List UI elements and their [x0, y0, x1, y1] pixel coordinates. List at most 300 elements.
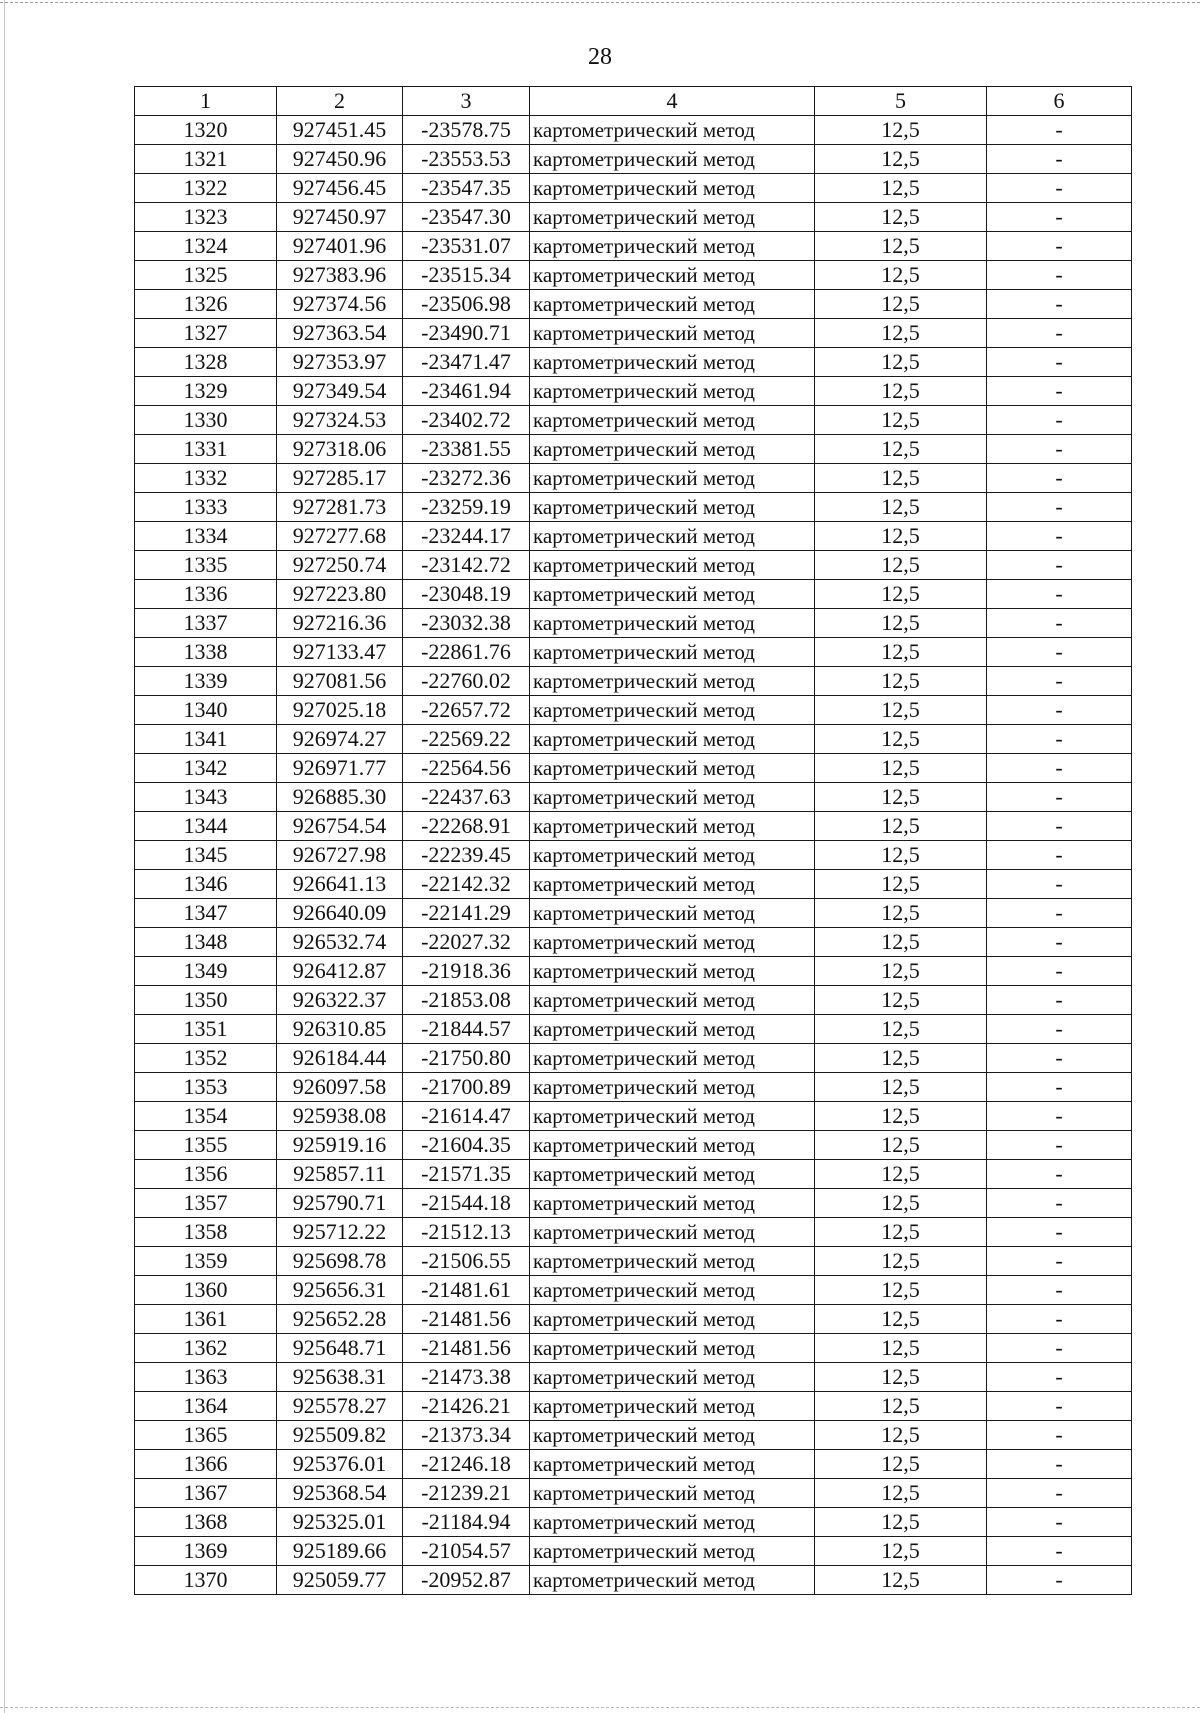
cell-note: -: [987, 1218, 1132, 1247]
cell-coord-y: -23547.35: [403, 174, 530, 203]
table-row: [135, 580, 1132, 609]
cell-note: -: [987, 580, 1132, 609]
cell-coord-x: 925857.11: [277, 1160, 403, 1189]
cell-coord-y: -22861.76: [403, 638, 530, 667]
cell-accuracy: 12,5: [815, 290, 987, 319]
table-row: [135, 1160, 1132, 1189]
cell-method: картометрический метод: [530, 754, 815, 783]
cell-coord-y: -21481.56: [403, 1334, 530, 1363]
table-row: [135, 1073, 1132, 1102]
scan-edge-bottom: [0, 1707, 1200, 1708]
header-row: [135, 87, 1132, 116]
cell-accuracy: 12,5: [815, 812, 987, 841]
cell-note: -: [987, 1305, 1132, 1334]
cell-coord-y: -22657.72: [403, 696, 530, 725]
cell-point-number: 1341: [135, 725, 277, 754]
cell-coord-x: 927133.47: [277, 638, 403, 667]
cell-note: -: [987, 754, 1132, 783]
cell-point-number: 1344: [135, 812, 277, 841]
cell-accuracy: 12,5: [815, 377, 987, 406]
cell-accuracy: 12,5: [815, 319, 987, 348]
header-col-4: 4: [530, 87, 815, 116]
cell-accuracy: 12,5: [815, 696, 987, 725]
cell-point-number: 1342: [135, 754, 277, 783]
cell-method: картометрический метод: [530, 580, 815, 609]
cell-accuracy: 12,5: [815, 1189, 987, 1218]
table-row: [135, 1421, 1132, 1450]
cell-point-number: 1365: [135, 1421, 277, 1450]
cell-method: картометрический метод: [530, 493, 815, 522]
cell-coord-y: -21700.89: [403, 1073, 530, 1102]
cell-note: -: [987, 406, 1132, 435]
cell-coord-y: -21571.35: [403, 1160, 530, 1189]
cell-method: картометрический метод: [530, 116, 815, 145]
table-row: [135, 1566, 1132, 1595]
cell-coord-y: -21373.34: [403, 1421, 530, 1450]
table-row: [135, 261, 1132, 290]
cell-coord-y: -21506.55: [403, 1247, 530, 1276]
cell-coord-x: 925368.54: [277, 1479, 403, 1508]
cell-accuracy: 12,5: [815, 145, 987, 174]
table-row: [135, 783, 1132, 812]
cell-coord-x: 927324.53: [277, 406, 403, 435]
cell-point-number: 1351: [135, 1015, 277, 1044]
cell-note: -: [987, 1276, 1132, 1305]
cell-accuracy: 12,5: [815, 232, 987, 261]
cell-accuracy: 12,5: [815, 1305, 987, 1334]
cell-coord-y: -23402.72: [403, 406, 530, 435]
cell-point-number: 1340: [135, 696, 277, 725]
cell-accuracy: 12,5: [815, 986, 987, 1015]
cell-coord-y: -21512.13: [403, 1218, 530, 1247]
cell-point-number: 1327: [135, 319, 277, 348]
cell-method: картометрический метод: [530, 377, 815, 406]
cell-note: -: [987, 870, 1132, 899]
cell-coord-y: -21481.56: [403, 1305, 530, 1334]
cell-coord-x: 926971.77: [277, 754, 403, 783]
cell-method: картометрический метод: [530, 1566, 815, 1595]
table-row: [135, 725, 1132, 754]
cell-method: картометрический метод: [530, 1044, 815, 1073]
cell-note: -: [987, 841, 1132, 870]
cell-note: -: [987, 1508, 1132, 1537]
cell-coord-y: -21614.47: [403, 1102, 530, 1131]
cell-method: картометрический метод: [530, 145, 815, 174]
cell-method: картометрический метод: [530, 1363, 815, 1392]
cell-coord-y: -23547.30: [403, 203, 530, 232]
table-row: [135, 1392, 1132, 1421]
cell-note: -: [987, 1189, 1132, 1218]
cell-coord-x: 927451.45: [277, 116, 403, 145]
cell-method: картометрический метод: [530, 638, 815, 667]
cell-coord-x: 926974.27: [277, 725, 403, 754]
table-row: [135, 348, 1132, 377]
cell-point-number: 1336: [135, 580, 277, 609]
cell-note: -: [987, 1044, 1132, 1073]
cell-method: картометрический метод: [530, 1334, 815, 1363]
cell-coord-x: 927363.54: [277, 319, 403, 348]
cell-note: -: [987, 1073, 1132, 1102]
cell-accuracy: 12,5: [815, 841, 987, 870]
cell-coord-y: -23244.17: [403, 522, 530, 551]
cell-accuracy: 12,5: [815, 1160, 987, 1189]
cell-method: картометрический метод: [530, 841, 815, 870]
cell-accuracy: 12,5: [815, 261, 987, 290]
cell-note: -: [987, 783, 1132, 812]
table-row: [135, 986, 1132, 1015]
table-row: [135, 609, 1132, 638]
cell-coord-x: 925652.28: [277, 1305, 403, 1334]
cell-method: картометрический метод: [530, 290, 815, 319]
cell-accuracy: 12,5: [815, 725, 987, 754]
cell-accuracy: 12,5: [815, 870, 987, 899]
cell-coord-x: 927374.56: [277, 290, 403, 319]
cell-accuracy: 12,5: [815, 435, 987, 464]
cell-point-number: 1343: [135, 783, 277, 812]
cell-method: картометрический метод: [530, 870, 815, 899]
cell-accuracy: 12,5: [815, 957, 987, 986]
table-row: [135, 1276, 1132, 1305]
cell-coord-x: 925509.82: [277, 1421, 403, 1450]
cell-accuracy: 12,5: [815, 1131, 987, 1160]
cell-point-number: 1353: [135, 1073, 277, 1102]
cell-note: -: [987, 203, 1132, 232]
cell-coord-x: 926310.85: [277, 1015, 403, 1044]
cell-accuracy: 12,5: [815, 348, 987, 377]
cell-coord-y: -22027.32: [403, 928, 530, 957]
cell-method: картометрический метод: [530, 406, 815, 435]
cell-accuracy: 12,5: [815, 928, 987, 957]
table-row: [135, 1537, 1132, 1566]
cell-method: картометрический метод: [530, 522, 815, 551]
cell-coord-y: -22564.56: [403, 754, 530, 783]
cell-note: -: [987, 1334, 1132, 1363]
table-row: [135, 1479, 1132, 1508]
cell-method: картометрический метод: [530, 232, 815, 261]
cell-coord-x: 927081.56: [277, 667, 403, 696]
cell-accuracy: 12,5: [815, 551, 987, 580]
header-col-5: 5: [815, 87, 987, 116]
cell-coord-x: 926532.74: [277, 928, 403, 957]
cell-method: картометрический метод: [530, 1160, 815, 1189]
table-row: [135, 928, 1132, 957]
cell-accuracy: 12,5: [815, 1015, 987, 1044]
cell-method: картометрический метод: [530, 725, 815, 754]
cell-note: -: [987, 812, 1132, 841]
cell-point-number: 1337: [135, 609, 277, 638]
cell-coord-y: -23381.55: [403, 435, 530, 464]
cell-method: картометрический метод: [530, 667, 815, 696]
cell-accuracy: 12,5: [815, 1421, 987, 1450]
cell-accuracy: 12,5: [815, 1363, 987, 1392]
cell-method: картометрический метод: [530, 261, 815, 290]
cell-note: -: [987, 551, 1132, 580]
table-row: [135, 174, 1132, 203]
cell-point-number: 1348: [135, 928, 277, 957]
cell-coord-x: 925189.66: [277, 1537, 403, 1566]
cell-coord-y: -21239.21: [403, 1479, 530, 1508]
cell-accuracy: 12,5: [815, 464, 987, 493]
cell-point-number: 1364: [135, 1392, 277, 1421]
cell-method: картометрический метод: [530, 986, 815, 1015]
cell-note: -: [987, 1131, 1132, 1160]
cell-note: -: [987, 1015, 1132, 1044]
table-row: [135, 232, 1132, 261]
cell-note: -: [987, 696, 1132, 725]
cell-point-number: 1334: [135, 522, 277, 551]
cell-accuracy: 12,5: [815, 638, 987, 667]
cell-coord-y: -21184.94: [403, 1508, 530, 1537]
page-number: 28: [588, 44, 612, 70]
cell-point-number: 1352: [135, 1044, 277, 1073]
cell-coord-x: 925698.78: [277, 1247, 403, 1276]
cell-point-number: 1322: [135, 174, 277, 203]
cell-note: -: [987, 1392, 1132, 1421]
cell-note: -: [987, 1160, 1132, 1189]
table-row: [135, 377, 1132, 406]
cell-note: -: [987, 464, 1132, 493]
cell-point-number: 1355: [135, 1131, 277, 1160]
cell-coord-y: -20952.87: [403, 1566, 530, 1595]
cell-method: картометрический метод: [530, 203, 815, 232]
cell-coord-x: 927025.18: [277, 696, 403, 725]
coordinates-table: [134, 86, 1132, 1595]
cell-coord-y: -22239.45: [403, 841, 530, 870]
cell-coord-y: -21853.08: [403, 986, 530, 1015]
cell-accuracy: 12,5: [815, 609, 987, 638]
cell-coord-y: -22760.02: [403, 667, 530, 696]
cell-coord-y: -21544.18: [403, 1189, 530, 1218]
header-col-3: 3: [403, 87, 530, 116]
cell-point-number: 1369: [135, 1537, 277, 1566]
cell-note: -: [987, 1566, 1132, 1595]
cell-point-number: 1370: [135, 1566, 277, 1595]
cell-coord-x: 926184.44: [277, 1044, 403, 1073]
cell-coord-x: 926640.09: [277, 899, 403, 928]
cell-accuracy: 12,5: [815, 783, 987, 812]
cell-method: картометрический метод: [530, 464, 815, 493]
cell-coord-x: 927277.68: [277, 522, 403, 551]
cell-method: картометрический метод: [530, 319, 815, 348]
cell-accuracy: 12,5: [815, 1102, 987, 1131]
cell-coord-y: -23461.94: [403, 377, 530, 406]
cell-coord-x: 926322.37: [277, 986, 403, 1015]
cell-coord-x: 925376.01: [277, 1450, 403, 1479]
cell-coord-x: 927383.96: [277, 261, 403, 290]
table-row: [135, 1218, 1132, 1247]
table-row: [135, 493, 1132, 522]
cell-note: -: [987, 957, 1132, 986]
table-row: [135, 1363, 1132, 1392]
cell-method: картометрический метод: [530, 1305, 815, 1334]
cell-note: -: [987, 609, 1132, 638]
cell-method: картометрический метод: [530, 1508, 815, 1537]
table-row: [135, 957, 1132, 986]
cell-method: картометрический метод: [530, 1247, 815, 1276]
cell-note: -: [987, 928, 1132, 957]
cell-note: -: [987, 145, 1132, 174]
cell-method: картометрический метод: [530, 1189, 815, 1218]
cell-method: картометрический метод: [530, 1392, 815, 1421]
cell-accuracy: 12,5: [815, 1218, 987, 1247]
cell-point-number: 1333: [135, 493, 277, 522]
cell-method: картометрический метод: [530, 1537, 815, 1566]
cell-coord-x: 925059.77: [277, 1566, 403, 1595]
cell-point-number: 1328: [135, 348, 277, 377]
cell-accuracy: 12,5: [815, 1334, 987, 1363]
cell-note: -: [987, 899, 1132, 928]
cell-note: -: [987, 377, 1132, 406]
cell-coord-x: 925325.01: [277, 1508, 403, 1537]
cell-point-number: 1363: [135, 1363, 277, 1392]
cell-accuracy: 12,5: [815, 1392, 987, 1421]
cell-coord-y: -23553.53: [403, 145, 530, 174]
cell-point-number: 1361: [135, 1305, 277, 1334]
cell-note: -: [987, 435, 1132, 464]
cell-accuracy: 12,5: [815, 1479, 987, 1508]
cell-point-number: 1345: [135, 841, 277, 870]
cell-coord-x: 926754.54: [277, 812, 403, 841]
cell-coord-x: 926885.30: [277, 783, 403, 812]
table-row: [135, 319, 1132, 348]
cell-coord-y: -23515.34: [403, 261, 530, 290]
cell-method: картометрический метод: [530, 1421, 815, 1450]
cell-method: картометрический метод: [530, 174, 815, 203]
cell-point-number: 1368: [135, 1508, 277, 1537]
cell-point-number: 1356: [135, 1160, 277, 1189]
cell-point-number: 1346: [135, 870, 277, 899]
cell-accuracy: 12,5: [815, 1537, 987, 1566]
cell-coord-y: -23259.19: [403, 493, 530, 522]
table-row: [135, 667, 1132, 696]
cell-note: -: [987, 319, 1132, 348]
cell-note: -: [987, 522, 1132, 551]
cell-coord-x: 926412.87: [277, 957, 403, 986]
table-row: [135, 638, 1132, 667]
cell-coord-x: 925938.08: [277, 1102, 403, 1131]
cell-method: картометрический метод: [530, 1276, 815, 1305]
table-row: [135, 1015, 1132, 1044]
cell-accuracy: 12,5: [815, 493, 987, 522]
cell-method: картометрический метод: [530, 348, 815, 377]
cell-method: картометрический метод: [530, 812, 815, 841]
cell-method: картометрический метод: [530, 1073, 815, 1102]
cell-coord-y: -21426.21: [403, 1392, 530, 1421]
cell-method: картометрический метод: [530, 1479, 815, 1508]
cell-note: -: [987, 1479, 1132, 1508]
header-col-2: 2: [277, 87, 403, 116]
table-row: [135, 1334, 1132, 1363]
cell-method: картометрический метод: [530, 1218, 815, 1247]
cell-coord-y: -21054.57: [403, 1537, 530, 1566]
cell-coord-y: -21750.80: [403, 1044, 530, 1073]
cell-method: картометрический метод: [530, 1102, 815, 1131]
table-row: [135, 551, 1132, 580]
cell-coord-x: 927353.97: [277, 348, 403, 377]
cell-point-number: 1347: [135, 899, 277, 928]
cell-method: картометрический метод: [530, 1131, 815, 1160]
cell-coord-y: -23142.72: [403, 551, 530, 580]
cell-note: -: [987, 1537, 1132, 1566]
cell-point-number: 1335: [135, 551, 277, 580]
cell-coord-x: 927450.96: [277, 145, 403, 174]
cell-coord-x: 927456.45: [277, 174, 403, 203]
cell-coord-x: 927285.17: [277, 464, 403, 493]
table-row: [135, 1508, 1132, 1537]
table-row: [135, 1189, 1132, 1218]
header-col-1: 1: [135, 87, 277, 116]
cell-coord-y: -21604.35: [403, 1131, 530, 1160]
table-row: [135, 406, 1132, 435]
cell-accuracy: 12,5: [815, 1276, 987, 1305]
cell-point-number: 1320: [135, 116, 277, 145]
cell-coord-y: -23578.75: [403, 116, 530, 145]
table-row: [135, 464, 1132, 493]
cell-coord-y: -22437.63: [403, 783, 530, 812]
cell-method: картометрический метод: [530, 609, 815, 638]
cell-accuracy: 12,5: [815, 1566, 987, 1595]
cell-point-number: 1367: [135, 1479, 277, 1508]
cell-point-number: 1324: [135, 232, 277, 261]
cell-accuracy: 12,5: [815, 754, 987, 783]
cell-method: картометрический метод: [530, 551, 815, 580]
cell-coord-y: -21246.18: [403, 1450, 530, 1479]
table-row: [135, 870, 1132, 899]
cell-coord-x: 927349.54: [277, 377, 403, 406]
cell-note: -: [987, 986, 1132, 1015]
cell-coord-x: 925638.31: [277, 1363, 403, 1392]
table-row: [135, 290, 1132, 319]
table-row: [135, 1044, 1132, 1073]
cell-method: картометрический метод: [530, 957, 815, 986]
cell-note: -: [987, 261, 1132, 290]
cell-accuracy: 12,5: [815, 667, 987, 696]
cell-coord-y: -23531.07: [403, 232, 530, 261]
cell-coord-y: -22569.22: [403, 725, 530, 754]
cell-accuracy: 12,5: [815, 1247, 987, 1276]
cell-coord-x: 926641.13: [277, 870, 403, 899]
cell-coord-y: -22268.91: [403, 812, 530, 841]
cell-note: -: [987, 1421, 1132, 1450]
cell-coord-x: 927401.96: [277, 232, 403, 261]
cell-point-number: 1360: [135, 1276, 277, 1305]
cell-accuracy: 12,5: [815, 899, 987, 928]
cell-point-number: 1354: [135, 1102, 277, 1131]
table-row: [135, 116, 1132, 145]
cell-note: -: [987, 232, 1132, 261]
cell-accuracy: 12,5: [815, 406, 987, 435]
cell-note: -: [987, 290, 1132, 319]
table-body: [135, 116, 1132, 1595]
table-row: [135, 841, 1132, 870]
cell-coord-y: -21481.61: [403, 1276, 530, 1305]
table-row: [135, 1450, 1132, 1479]
cell-accuracy: 12,5: [815, 1044, 987, 1073]
cell-coord-x: 927281.73: [277, 493, 403, 522]
cell-point-number: 1366: [135, 1450, 277, 1479]
cell-coord-y: -23506.98: [403, 290, 530, 319]
cell-point-number: 1339: [135, 667, 277, 696]
cell-coord-x: 925648.71: [277, 1334, 403, 1363]
cell-point-number: 1330: [135, 406, 277, 435]
cell-accuracy: 12,5: [815, 203, 987, 232]
cell-coord-y: -23490.71: [403, 319, 530, 348]
cell-method: картометрический метод: [530, 696, 815, 725]
cell-point-number: 1332: [135, 464, 277, 493]
table-header: [135, 87, 1132, 116]
cell-point-number: 1331: [135, 435, 277, 464]
cell-point-number: 1326: [135, 290, 277, 319]
